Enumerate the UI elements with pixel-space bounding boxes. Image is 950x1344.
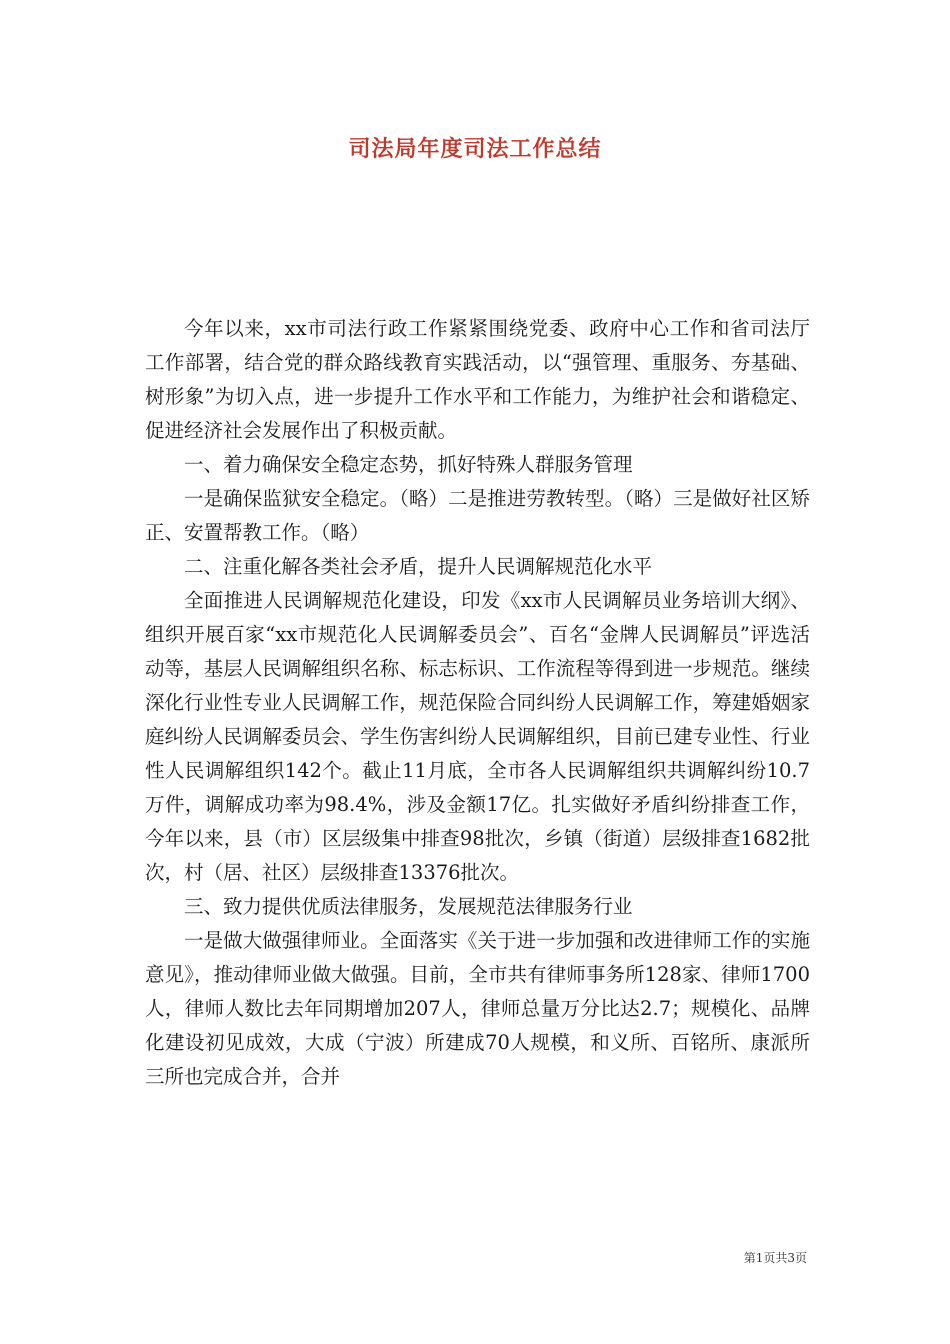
paragraph-intro: 今年以来，xx市司法行政工作紧紧围绕党委、政府中心工作和省司法厅工作部署，结合党的群众路线教育实践活动，以“强管理、重服务、夯基础、树形象”为切入点，进一步提升工作水平和工作能力，为维护社会和谐稳定、促进经济社会发展作出了积极贡献。 (145, 317, 810, 442)
page-number-footer: 第1页共3页 (743, 1251, 807, 1265)
paragraph-section-1: 一是确保监狱安全稳定。（略）二是推进劳教转型。（略）三是做好社区矫正、安置帮教工作。（略） (145, 487, 810, 544)
section-heading-3: 三、致力提供优质法律服务，发展规范法律服务行业 (184, 895, 633, 918)
paragraph-section-2: 全面推进人民调解规范化建设，印发《xx市人民调解员业务培训大纲》、组织开展百家“xx市规范化人民调解委员会”、百名“金牌人民调解员”评选活动等，基层人民调解组织名称、标志标识、工作流程等得到进一步规范。继续深化行业性专业人民调解工作，规范保险合同纠纷人民调解工作，筹建婚姻家庭纠纷人民调解委员会、学生伤害纠纷人民调解组织，目前已建专业性、行业性人民调解组织142个。截止11月底，全市各人民调解组织共调解纠纷10.7万件，调解成功率为98.4%，涉及金额17亿。扎实做好矛盾纠纷排查工作，今年以来，县（市）区层级集中排查98批次，乡镇（街道）层级排查1682批次，村（居、社区）层级排查13376批次。 (145, 589, 810, 884)
section-heading-1: 一、着力确保安全稳定态势，抓好特殊人群服务管理 (184, 453, 633, 476)
paragraph-section-3: 一是做大做强律师业。全面落实《关于进一步加强和改进律师工作的实施意见》，推动律师业做大做强。目前，全市共有律师事务所128家、律师1700人，律师人数比去年同期增加207人，律师总量万分比达2.7；规模化、品牌化建设初见成效，大成（宁波）所建成70人规模，和义所、百铭所、康派所三所也完成合并，合并 (145, 929, 810, 1088)
section-heading-2: 二、注重化解各类社会矛盾，提升人民调解规范化水平 (184, 555, 653, 578)
page-title: 司法局年度司法工作总结 (348, 136, 602, 162)
document-body (145, 312, 810, 1094)
